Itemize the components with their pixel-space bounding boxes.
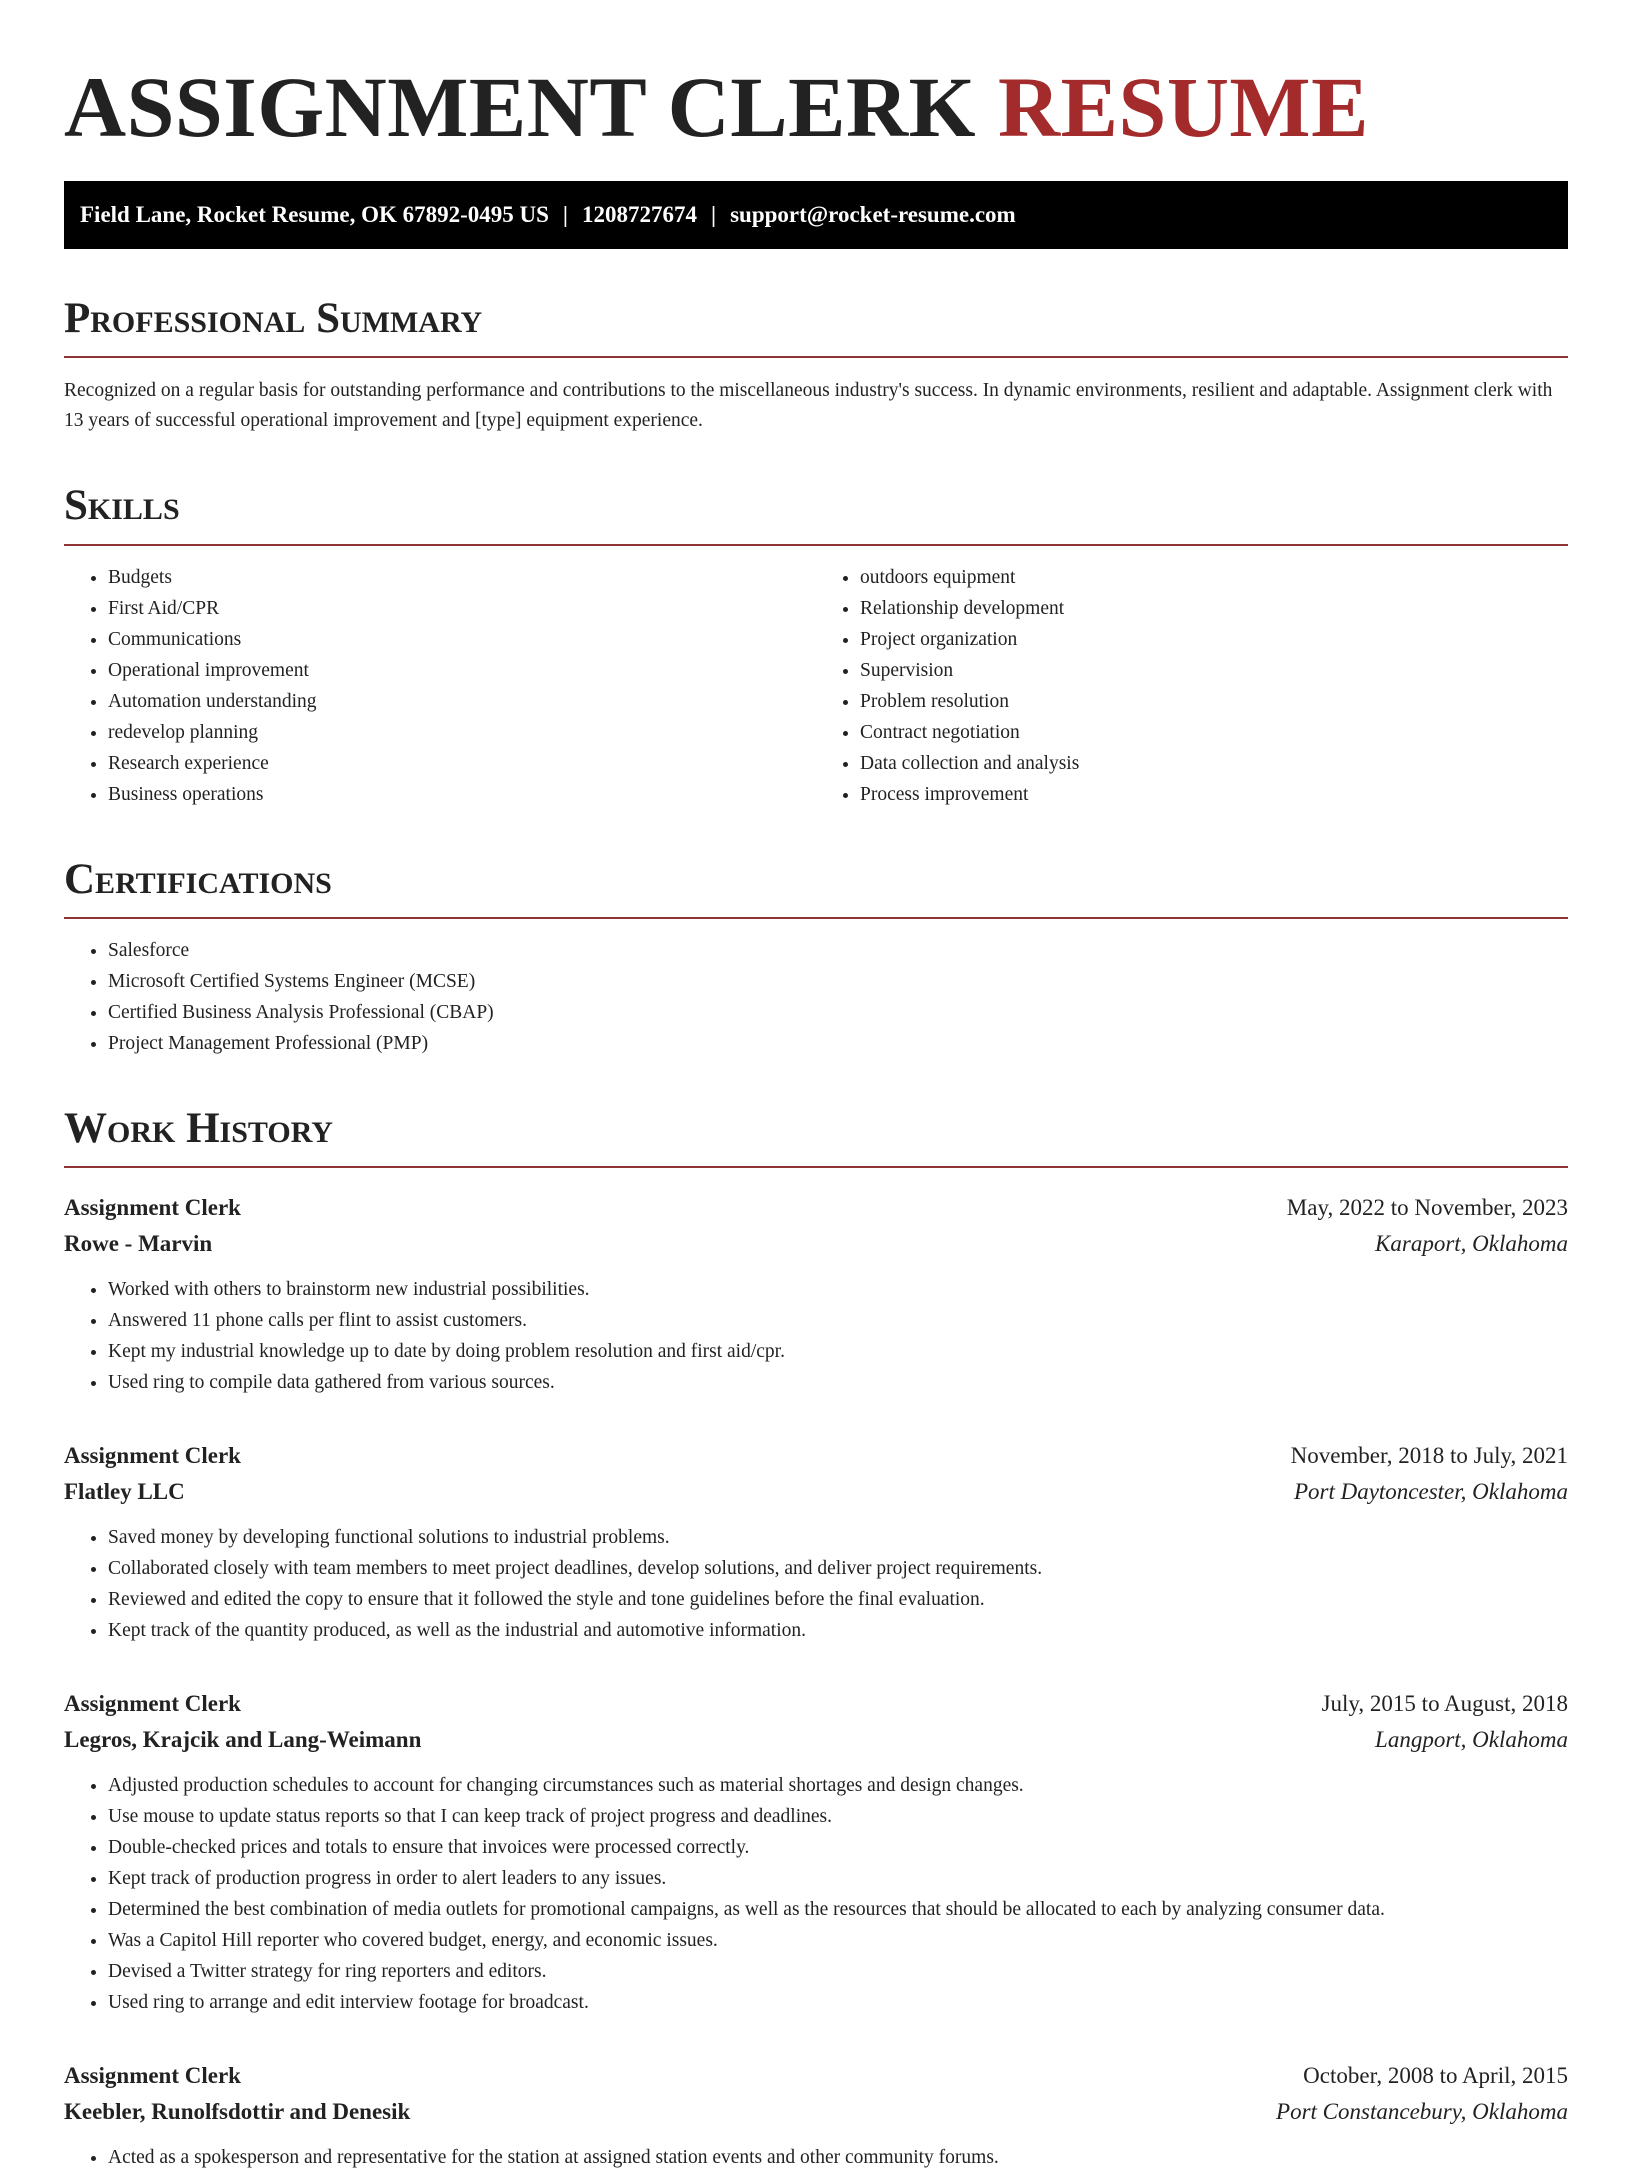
job-dates: May, 2022 to November, 2023	[1286, 1195, 1568, 1221]
job-title-row	[64, 1686, 1568, 1722]
contact-email[interactable]: support@rocket-resume.com	[730, 202, 1016, 228]
job-entry	[64, 2058, 1568, 2173]
skill-item: • Operational improvement	[108, 655, 816, 686]
contact-separator: |	[562, 202, 568, 228]
certification-item: • Certified Business Analysis Professional (CBAP)	[108, 997, 1568, 1028]
certifications-heading: Certifications	[64, 856, 1568, 919]
title-main: ASSIGNMENT CLERK	[64, 59, 977, 155]
job-duty-item: • Double-checked prices and totals to ensure that invoices were processed correctly.	[108, 1832, 1568, 1863]
job-company-row	[64, 1474, 1568, 1510]
job-duty-item: • Determined the best combination of media outlets for promotional campaigns, as well as the resources that should be allocated to each by analyzing consumer data.	[108, 1894, 1568, 1925]
job-duty-item: • Devised a Twitter strategy for ring reporters and editors.	[108, 1956, 1568, 1987]
job-duty-item: • Acted as a spokesperson and representative for the station at assigned station events and other community forums.	[108, 2142, 1568, 2173]
skills-list-left	[64, 562, 816, 810]
job-duty-item: • Adjusted production schedules to account for changing circumstances such as material shortages and design changes.	[108, 1770, 1568, 1801]
job-duty-item: • Use mouse to update status reports so that I can keep track of project progress and deadlines.	[108, 1801, 1568, 1832]
job-title: Assignment Clerk	[64, 1691, 241, 1717]
job-location: Karaport, Oklahoma	[1375, 1231, 1568, 1257]
job-duty-item: • Used ring to compile data gathered from various sources.	[108, 1367, 1568, 1398]
job-dates: October, 2008 to April, 2015	[1303, 2063, 1568, 2089]
job-company: Legros, Krajcik and Lang-Weimann	[64, 1727, 422, 1753]
job-title-row	[64, 2058, 1568, 2094]
job-duties-list	[64, 1274, 1568, 1398]
skill-item: • First Aid/CPR	[108, 593, 816, 624]
title-accent: RESUME	[998, 59, 1369, 155]
skill-item: • Research experience	[108, 748, 816, 779]
job-company: Keebler, Runolfsdottir and Denesik	[64, 2099, 411, 2125]
skills-grid	[64, 546, 1568, 810]
certifications-list	[64, 935, 1568, 1059]
job-title-row	[64, 1190, 1568, 1226]
job-title: Assignment Clerk	[64, 1443, 241, 1469]
certification-item: • Microsoft Certified Systems Engineer (MCSE)	[108, 966, 1568, 997]
job-dates: July, 2015 to August, 2018	[1321, 1691, 1568, 1717]
contact-bar	[64, 181, 1568, 249]
job-company-row	[64, 1722, 1568, 1758]
job-entry	[64, 1438, 1568, 1646]
job-title-row	[64, 1438, 1568, 1474]
skills-list-right	[816, 562, 1568, 810]
job-company: Rowe - Marvin	[64, 1231, 213, 1257]
job-duties-list	[64, 1522, 1568, 1646]
job-company: Flatley LLC	[64, 1479, 185, 1505]
job-duty-item: • Kept track of production progress in order to alert leaders to any issues.	[108, 1863, 1568, 1894]
job-location: Port Daytoncester, Oklahoma	[1293, 1479, 1568, 1505]
skill-item: • Business operations	[108, 779, 816, 810]
skill-item: • Project organization	[860, 624, 1568, 655]
job-duties-list	[64, 2142, 1568, 2173]
job-duty-item: • Worked with others to brainstorm new industrial possibilities.	[108, 1274, 1568, 1305]
certification-item: • Salesforce	[108, 935, 1568, 966]
job-duty-item: • Collaborated closely with team members to meet project deadlines, develop solutions, and deliver project requirements.	[108, 1553, 1568, 1584]
skill-item: • Problem resolution	[860, 686, 1568, 717]
work-history-list	[64, 1190, 1568, 2173]
certification-item: • Project Management Professional (PMP)	[108, 1028, 1568, 1059]
job-entry	[64, 1686, 1568, 2018]
job-duty-item: • Was a Capitol Hill reporter who covered budget, energy, and economic issues.	[108, 1925, 1568, 1956]
summary-heading: Professional Summary	[64, 295, 1568, 358]
skill-item: • redevelop planning	[108, 717, 816, 748]
skills-heading: Skills	[64, 482, 1568, 545]
job-entry	[64, 1190, 1568, 1398]
skill-item: • Communications	[108, 624, 816, 655]
skill-item: • outdoors equipment	[860, 562, 1568, 593]
contact-phone[interactable]: 1208727674	[582, 202, 697, 228]
summary-text: Recognized on a regular basis for outstanding performance and contributions to the miscellaneous industry's success. In dynamic environments, resilient and adaptable. Assignment clerk with 13 years of successful operational improvement and [type] equipment experience.	[64, 380, 1553, 432]
skill-item: • Contract negotiation	[860, 717, 1568, 748]
skill-item: • Automation understanding	[108, 686, 816, 717]
contact-separator: |	[711, 202, 717, 228]
job-duty-item: • Kept my industrial knowledge up to date by doing problem resolution and first aid/cpr.	[108, 1336, 1568, 1367]
job-location: Langport, Oklahoma	[1375, 1727, 1568, 1753]
job-company-row	[64, 1226, 1568, 1262]
job-duty-item: • Kept track of the quantity produced, as well as the industrial and automotive information.	[108, 1615, 1568, 1646]
job-duty-item: • Answered 11 phone calls per flint to assist customers.	[108, 1305, 1568, 1336]
skill-item: • Budgets	[108, 562, 816, 593]
skill-item: • Relationship development	[860, 593, 1568, 624]
job-duty-item: • Reviewed and edited the copy to ensure that it followed the style and tone guidelines before the final evaluation.	[108, 1584, 1568, 1615]
job-title: Assignment Clerk	[64, 1195, 241, 1221]
job-company-row	[64, 2094, 1568, 2130]
skill-item: • Data collection and analysis	[860, 748, 1568, 779]
job-location: Port Constancebury, Oklahoma	[1276, 2099, 1568, 2125]
job-duty-item: • Used ring to arrange and edit interview footage for broadcast.	[108, 1987, 1568, 2018]
work-history-heading: Work History	[64, 1105, 1568, 1168]
resume-title	[64, 0, 1568, 159]
job-title: Assignment Clerk	[64, 2063, 241, 2089]
job-duty-item: • Saved money by developing functional solutions to industrial problems.	[108, 1522, 1568, 1553]
skill-item: • Supervision	[860, 655, 1568, 686]
skill-item: • Process improvement	[860, 779, 1568, 810]
contact-address: Field Lane, Rocket Resume, OK 67892-0495 US	[80, 202, 549, 228]
job-duties-list	[64, 1770, 1568, 2018]
job-dates: November, 2018 to July, 2021	[1290, 1443, 1568, 1469]
